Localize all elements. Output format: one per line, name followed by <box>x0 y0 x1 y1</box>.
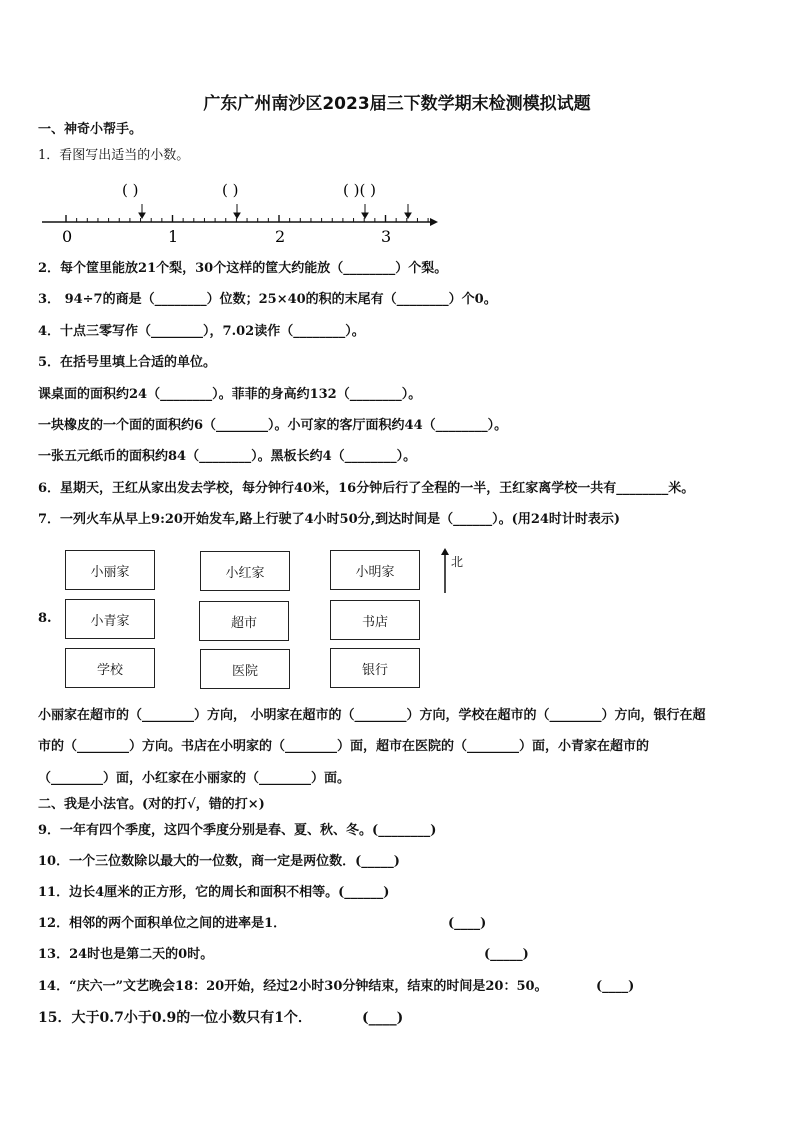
page-title: 广东广州南沙区2023届三下数学期末检测模拟试题 <box>203 94 591 114</box>
question-5-line-a: 课桌面的面积约24（________）。菲菲的身高约132（________）。 <box>38 387 422 402</box>
question-8-label: 8. <box>38 611 52 626</box>
map-box-xiaoli-home: 小丽家 <box>65 550 155 590</box>
number-line-arrowhead <box>430 218 438 226</box>
number-line-bracket-1: ( ) <box>122 181 139 199</box>
number-line-ticks <box>66 215 428 222</box>
number-line-bracket-3: ( )( ) <box>343 181 376 199</box>
number-line-label-3: 3 <box>381 227 392 246</box>
map-box-hospital: 医院 <box>200 649 290 689</box>
question-14-answer-blank: (____) <box>596 979 635 994</box>
question-5: 5．在括号里填上合适的单位。 <box>38 355 217 370</box>
map-box-bank: 银行 <box>330 648 420 688</box>
question-3: 3． 94÷7的商是（________）位数；25×40的积的末尾有（________）个0。 <box>38 292 497 307</box>
question-15: 15．大于0.7小于0.9的一位小数只有1个． <box>38 1010 312 1026</box>
number-line-pointer-arrows <box>139 204 411 218</box>
section-2-heading: 二、我是小法官。(对的打√，错的打×) <box>38 797 265 812</box>
question-2: 2．每个筐里能放21个梨，30个这样的筐大约能放（________）个梨。 <box>38 261 448 276</box>
number-line-label-2: 2 <box>275 227 286 246</box>
question-5-line-b: 一块橡皮的一个面的面积约6（________）。小可家的客厅面积约44（________）。 <box>38 418 508 433</box>
section-1-heading: 一、神奇小帮手。 <box>38 122 143 137</box>
number-line-label-1: 1 <box>168 227 179 246</box>
question-10: 10．一个三位数除以最大的一位数，商一定是两位数．(_____) <box>38 854 400 869</box>
question-14: 14．“庆六一”文艺晚会18：20开始，经过2小时30分钟结束，结束的时间是20：50。 <box>38 979 548 994</box>
question-8-line-c: （________）面，小红家在小丽家的（________）面。 <box>38 771 351 786</box>
question-5-line-c: 一张五元纸币的面积约84（________）。黑板长约4（________）。 <box>38 449 417 464</box>
map-box-xiaohong-home: 小红家 <box>200 551 290 591</box>
map-box-school: 学校 <box>65 648 155 688</box>
question-13-answer-blank: (_____) <box>484 947 529 962</box>
north-label: 北 <box>451 555 464 569</box>
map-box-supermarket: 超市 <box>199 601 289 641</box>
question-7: 7．一列火车从早上9:20开始发车,路上行驶了4小时50分,到达时间是（______）。(用24时计时表示) <box>38 512 621 527</box>
question-15-answer-blank: (____) <box>362 1010 404 1026</box>
question-8-line-b: 市的（________）方向。书店在小明家的（________）面，超市在医院的（________）面，小青家在超市的 <box>38 739 650 754</box>
question-12-answer-blank: (____) <box>448 916 487 931</box>
map-box-xiaoming-home: 小明家 <box>330 550 420 590</box>
number-line-label-0: 0 <box>62 227 73 246</box>
question-9: 9．一年有四个季度，这四个季度分别是春、夏、秋、冬。(________) <box>38 823 437 838</box>
map-box-xiaoqing-home: 小青家 <box>65 599 155 639</box>
number-line-bracket-2: ( ) <box>222 181 239 199</box>
question-13: 13．24时也是第二天的0时。 <box>38 947 214 962</box>
question-6: 6．星期天，王红从家出发去学校，每分钟行40米，16分钟后行了全程的一半，王红家离学校一共有________米。 <box>38 481 695 496</box>
question-4: 4．十点三零写作（________），7.02读作（________）。 <box>38 324 365 339</box>
question-8-line-a: 小丽家在超市的（________）方向， 小明家在超市的（________）方向，学校在超市的（________）方向，银行在超 <box>38 708 706 723</box>
number-line <box>38 176 458 246</box>
north-arrow-icon <box>440 548 450 594</box>
map-box-bookstore: 书店 <box>330 600 420 640</box>
question-11: 11．边长4厘米的正方形，它的周长和面积不相等。(______) <box>38 885 390 900</box>
question-12: 12．相邻的两个面积单位之间的进率是1． <box>38 916 287 931</box>
question-1: 1．看图写出适当的小数。 <box>38 148 190 163</box>
